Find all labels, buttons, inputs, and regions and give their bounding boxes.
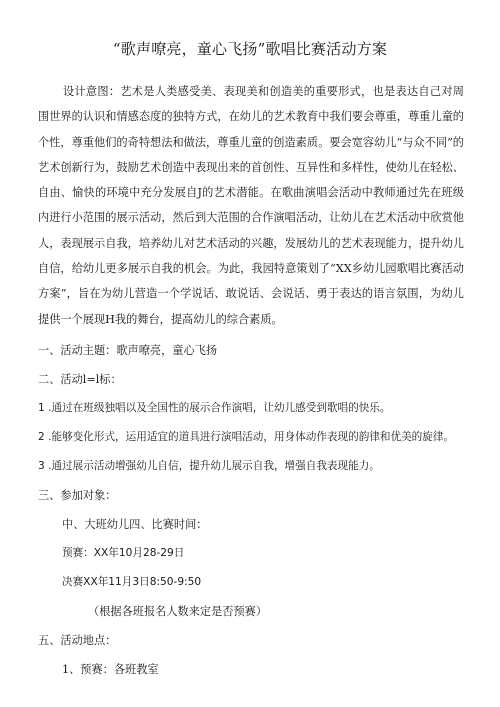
goal-item-2: 2 .能够变化形式，运用适宜的道具进行演唱活动，用身体动作表现的韵律和优美的旋律。 — [38, 431, 455, 443]
section-goals: 二、活动l=l标： — [38, 373, 122, 386]
document-title: “歌声嘹亮，童心飞扬”歌唱比赛活动方案 — [112, 40, 388, 58]
prelim-time: 预赛：XX年10月28-29日 — [62, 547, 185, 559]
final-time: 决赛XX年11月3日8:50-9:50 — [62, 576, 202, 588]
venue-item-1: 1、预赛：各班教室 — [62, 663, 159, 676]
intro-paragraph: 设计意图：艺术是人类感受美、表现美和创造美的重要形式，也是表达自己对周围世界的认识和情感态度的独特方式，在幼儿的艺术教育中我们要会尊重，尊重儿童的个性，尊重他们的奇特想法和做法，尊重儿童的创造素质。要会宽容幼儿“与众不同”的艺术创新行为，鼓励艺术创造中表现出来的首创性、互异性和多样性，使幼儿在轻松、自由、愉快的环境中充分发展自J的艺术潜能。在歌曲演唱会活动中教师通过先在班级内进行小范围的展示活动，然后到大范围的合作演唱活动，让幼儿在艺术活动中欣赏他人，表现展示自我，培养幼儿对艺术活动的兴趣，发展幼儿的艺术表现能力，提升幼儿自信，给幼儿更多展示自我的机会。为此，我园特意策划了“XX乡幼儿园歌唱比赛活动方案”，旨在为幼儿营造一个学说话、敢说话、会说话、勇于表达的语言氛围，为幼儿提供一个展现H我的舞台，提高幼儿的综合素质。 — [38, 85, 464, 326]
section-theme: 一、活动主题：歌声嘹亮，童心飞扬 — [38, 344, 218, 357]
goal-item-3: 3 .通过展示活动增强幼儿自信，提升幼儿展示自我，增强自我表现能力。 — [38, 460, 380, 472]
goal-item-1: 1 .通过在班级独唱以及全国性的展示合作演唱，让幼儿感受到歌唱的快乐。 — [38, 402, 391, 414]
section-venue: 五、活动地点： — [38, 634, 117, 647]
prelim-note: （根据各班报名人数来定是否预赛） — [88, 605, 268, 618]
participants-text: 中、大班幼儿四、比赛时间： — [62, 518, 208, 531]
section-participants: 三、参加对象： — [38, 489, 117, 502]
